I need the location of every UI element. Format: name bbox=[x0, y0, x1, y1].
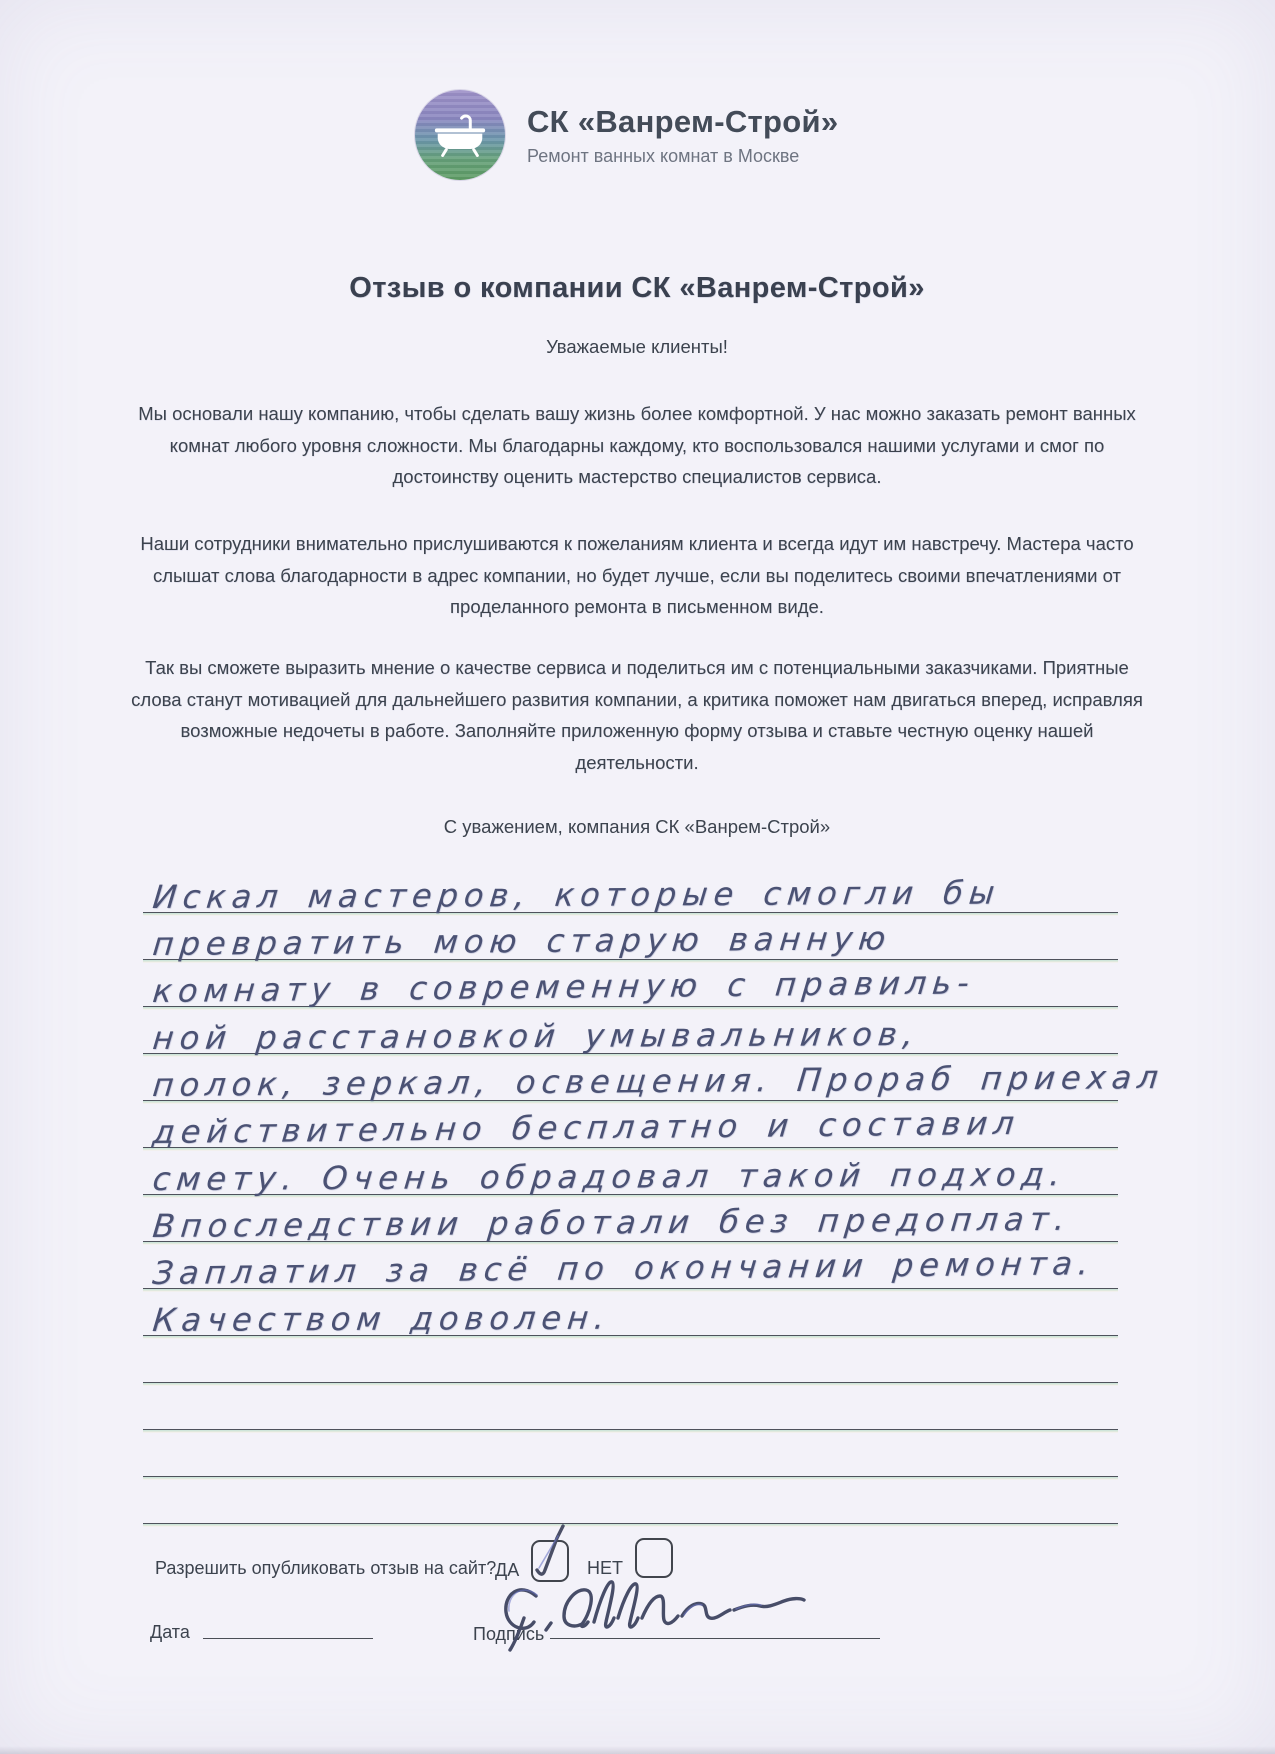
handwritten-text: смету. Очень обрадовал такой подход. bbox=[151, 1155, 1068, 1198]
yes-label: ДА bbox=[495, 1560, 520, 1580]
review-line bbox=[143, 1242, 1118, 1292]
review-line bbox=[143, 1148, 1118, 1198]
handwritten-text: ной расстановкой умывальников, bbox=[151, 1014, 922, 1057]
company-title: СК «Ванрем-Строй» bbox=[527, 103, 839, 139]
handwritten-text: превратить мою старую ванную bbox=[151, 919, 894, 963]
handwritten-text: Заплатил за всё по окончании ремонта. bbox=[151, 1244, 1097, 1292]
intro-paragraph-2: Наши сотрудники внимательно прислушиваются к пожеланиям клиента и всегда идут им навстречу. Мастера часто слышат слова благодарности в адрес компании, но будет лучше, если вы поделитесь своими впечатлениями от проделанного ремонта в письменном виде. bbox=[140, 533, 1134, 617]
review-blank-line[interactable] bbox=[143, 1336, 1118, 1383]
signature-scribble bbox=[490, 1570, 810, 1654]
signoff-line: С уважением, компания СК «Ванрем-Строй» bbox=[443, 816, 831, 837]
date-field[interactable] bbox=[203, 1612, 373, 1639]
no-label: НЕТ bbox=[587, 1558, 623, 1578]
handwritten-text: действительно бесплатно и составил bbox=[151, 1103, 1022, 1151]
handwritten-text: Искал мастеров, которые смогли бы bbox=[151, 873, 1003, 916]
handwritten-text: комнату в современную с правиль- bbox=[151, 963, 977, 1010]
review-line bbox=[143, 1289, 1118, 1339]
company-name-block bbox=[527, 104, 838, 167]
handwritten-text: полок, зеркал, освещения. Прораб приехал bbox=[151, 1058, 1166, 1104]
intro-paragraph-3: Так вы сможете выразить мнение о качестве сервиса и поделиться им с потенциальными заказчиками. Приятные слова станут мотивацией для дальнейшего развития компании, а критика поможет нам двигаться вперед, исправляя возможные недочеты в работе. Заполняйте приложенную форму отзыва и ставьте честную оценку нашей деятельности. bbox=[131, 657, 1143, 773]
handwritten-text: Качеством доволен. bbox=[151, 1298, 613, 1339]
review-line bbox=[143, 913, 1118, 963]
intro-paragraph-1: Мы основали нашу компанию, чтобы сделать вашу жизнь более комфортной. У нас можно заказать ремонт ванных комнат любого уровня сложности. Мы благодарны каждому, кто воспользовался нашими услугами и смог по достоинству оценить мастерство специалистов сервиса. bbox=[138, 403, 1136, 487]
review-line bbox=[143, 1007, 1118, 1057]
handwritten-text: Впоследствии работали без предоплат. bbox=[151, 1199, 1073, 1245]
company-subtitle: Ремонт ванных комнат в Москве bbox=[527, 145, 800, 166]
review-line bbox=[143, 866, 1118, 916]
signature-field[interactable] bbox=[550, 1612, 880, 1639]
review-blank-line[interactable] bbox=[143, 1477, 1118, 1524]
greeting-line: Уважаемые клиенты! bbox=[546, 336, 728, 357]
company-header bbox=[415, 90, 838, 180]
publish-question-label: Разрешить опубликовать отзыв на сайт? bbox=[155, 1558, 497, 1578]
date-signature-row bbox=[150, 1612, 1130, 1672]
review-line bbox=[143, 1101, 1118, 1151]
handwritten-review-area bbox=[143, 866, 1166, 1524]
signature-label: Подпись bbox=[473, 1624, 545, 1644]
review-line bbox=[143, 1054, 1166, 1104]
review-blank-line[interactable] bbox=[143, 1383, 1118, 1430]
bathtub-icon bbox=[432, 109, 488, 162]
review-line bbox=[143, 960, 1118, 1010]
company-logo bbox=[415, 90, 505, 180]
review-line bbox=[143, 1195, 1118, 1245]
review-blank-line[interactable] bbox=[143, 1430, 1118, 1477]
page-title: Отзыв о компании СК «Ванрем-Строй» bbox=[349, 272, 925, 304]
date-label: Дата bbox=[150, 1622, 190, 1642]
